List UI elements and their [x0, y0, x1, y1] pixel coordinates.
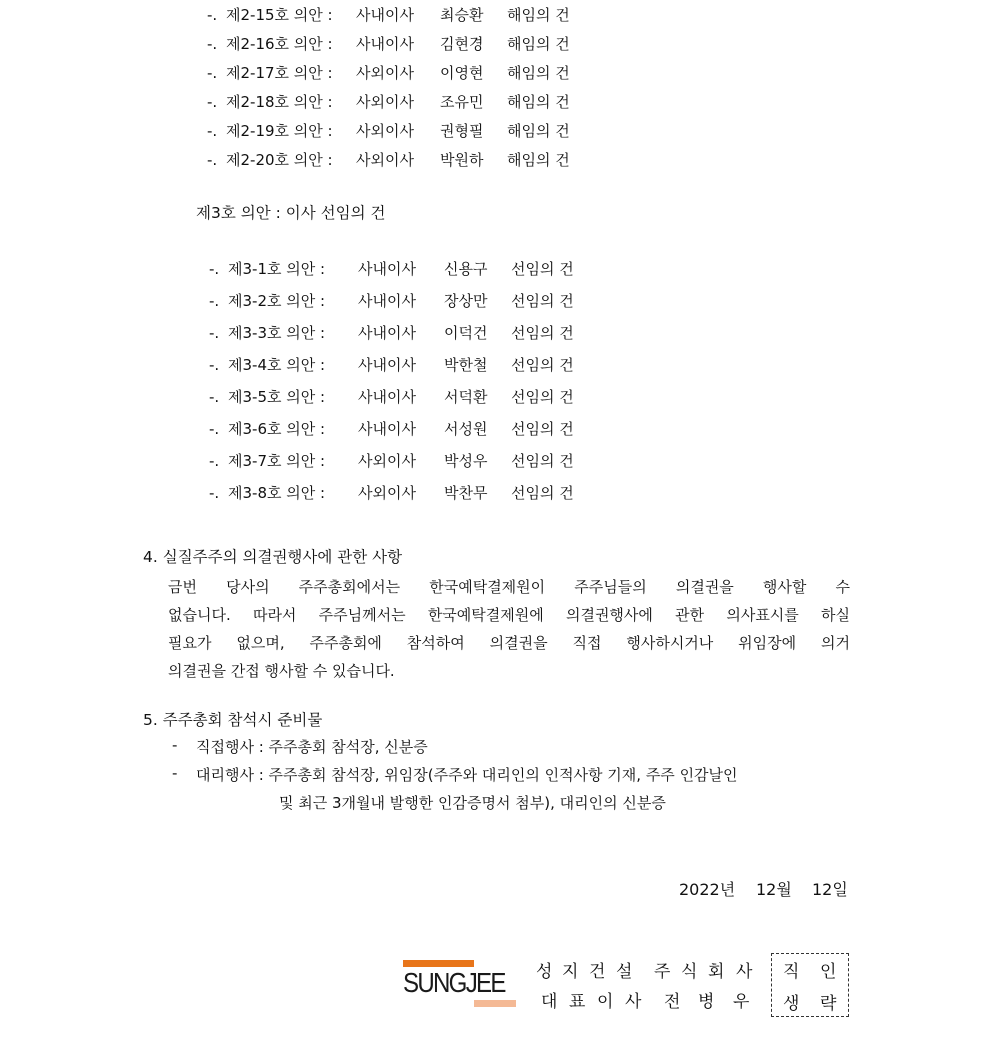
agenda2-item-action: 해임의 건 [507, 64, 570, 82]
company-char: 병 [698, 992, 715, 1012]
agenda2-item-name: 이영현 [440, 64, 484, 82]
agenda2-item-bullet: -. [207, 151, 218, 169]
agenda3-item-bullet: -. [209, 260, 220, 278]
agenda3-item-role: 사내이사 [358, 260, 416, 278]
agenda2-item-name: 최승환 [440, 6, 484, 24]
agenda3-item-action: 선임의 건 [511, 356, 574, 374]
agenda3-item-no: 제3-2호 의안 : [228, 292, 326, 310]
company-char: 이 [597, 992, 614, 1012]
agenda3-item-bullet: -. [209, 324, 220, 342]
company-char: 우 [733, 992, 750, 1012]
agenda2-item-bullet: -. [207, 93, 218, 111]
company-char: 지 [562, 962, 579, 982]
logo-bottom-bar [474, 1000, 516, 1007]
section5-item-1-dash: - [172, 736, 178, 754]
section5-continuation: 및 최근 3개월내 발행한 인감증명서 첨부), 대리인의 신분증 [279, 794, 666, 812]
agenda2-item-bullet: -. [207, 6, 218, 24]
company-char: 사 [736, 962, 753, 982]
agenda2-item-role: 사내이사 [356, 6, 414, 24]
agenda2-item-action: 해임의 건 [507, 35, 570, 53]
agenda3-item-bullet: -. [209, 420, 220, 438]
agenda2-item-no: 제2-15호 의안 : [226, 6, 333, 24]
agenda3-item-no: 제3-6호 의안 : [228, 420, 326, 438]
agenda3-item-role: 사내이사 [358, 356, 416, 374]
agenda2-item-action: 해임의 건 [507, 151, 570, 169]
agenda3-item-no: 제3-8호 의안 : [228, 484, 326, 502]
agenda2-item-bullet: -. [207, 122, 218, 140]
company-char: 성 [536, 962, 553, 982]
agenda2-item-name: 김현경 [440, 35, 484, 53]
agenda3-item-action: 선임의 건 [511, 324, 574, 342]
agenda3-item-name: 서성원 [444, 420, 488, 438]
agenda2-item-action: 해임의 건 [507, 6, 570, 24]
agenda3-title: 제3호 의안 : 이사 선임의 건 [196, 204, 386, 222]
company-char: 대 [541, 992, 558, 1012]
agenda3-item-bullet: -. [209, 452, 220, 470]
section5-item-1: 직접행사 : 주주총회 참석장, 신분증 [196, 738, 428, 756]
agenda3-item-name: 이덕건 [444, 324, 488, 342]
agenda3-item-no: 제3-1호 의안 : [228, 260, 326, 278]
agenda2-item-no: 제2-18호 의안 : [226, 93, 333, 111]
section4-title: 4. 실질주주의 의결권행사에 관한 사항 [143, 548, 403, 566]
section5-item-2-dash: - [172, 764, 178, 782]
agenda3-item-action: 선임의 건 [511, 484, 574, 502]
stamp-char: 인 [820, 962, 837, 982]
agenda3-item-no: 제3-7호 의안 : [228, 452, 326, 470]
agenda3-item-role: 사외이사 [358, 452, 416, 470]
agenda2-item-role: 사외이사 [356, 64, 414, 82]
agenda3-item-name: 장상만 [444, 292, 488, 310]
agenda3-item-name: 신용구 [444, 260, 488, 278]
section5-item-2: 대리행사 : 주주총회 참석장, 위임장(주주와 대리인의 인적사항 기재, 주주 인감날인 [196, 766, 738, 784]
agenda2-item-role: 사외이사 [356, 93, 414, 111]
company-char: 설 [616, 962, 633, 982]
agenda2-item-no: 제2-19호 의안 : [226, 122, 333, 140]
section4-line-1: 금번 당사의 주주총회에서는 한국예탁결제원이 주주님들의 의결권을 행사할 수 [168, 578, 850, 596]
agenda2-item-role: 사내이사 [356, 35, 414, 53]
agenda2-item-no: 제2-16호 의안 : [226, 35, 333, 53]
agenda3-item-action: 선임의 건 [511, 292, 574, 310]
agenda2-item-name: 권형필 [440, 122, 484, 140]
agenda2-item-role: 사외이사 [356, 122, 414, 140]
date-day: 12일 [812, 880, 848, 899]
seal-omitted-box [771, 953, 849, 1017]
company-char: 회 [708, 962, 725, 982]
stamp-char: 생 [783, 994, 800, 1014]
agenda2-item-name: 조유민 [440, 93, 484, 111]
logo-text: SUNGJEE [403, 967, 505, 998]
agenda3-item-bullet: -. [209, 292, 220, 310]
agenda2-item-role: 사외이사 [356, 151, 414, 169]
date-month: 12월 [756, 880, 792, 899]
agenda3-item-bullet: -. [209, 356, 220, 374]
stamp-char: 략 [820, 994, 837, 1014]
agenda3-item-name: 박찬무 [444, 484, 488, 502]
agenda3-item-role: 사내이사 [358, 324, 416, 342]
logo-top-bar [403, 960, 474, 967]
agenda3-item-action: 선임의 건 [511, 420, 574, 438]
agenda3-item-bullet: -. [209, 484, 220, 502]
company-char: 전 [664, 992, 681, 1012]
company-char: 건 [589, 962, 606, 982]
agenda3-item-bullet: -. [209, 388, 220, 406]
agenda3-item-no: 제3-5호 의안 : [228, 388, 326, 406]
section4-line-4: 의결권을 간접 행사할 수 있습니다. [168, 662, 395, 680]
agenda2-item-bullet: -. [207, 64, 218, 82]
agenda3-item-role: 사외이사 [358, 484, 416, 502]
agenda2-item-bullet: -. [207, 35, 218, 53]
agenda2-item-no: 제2-20호 의안 : [226, 151, 333, 169]
agenda2-item-name: 박원하 [440, 151, 484, 169]
date-year: 2022년 [679, 880, 736, 899]
company-char: 식 [681, 962, 698, 982]
section4-line-2: 없습니다. 따라서 주주님께서는 한국예탁결제원에 의결권행사에 관한 의사표시를 하실 [168, 606, 850, 624]
agenda3-item-role: 사내이사 [358, 388, 416, 406]
agenda3-item-no: 제3-3호 의안 : [228, 324, 326, 342]
stamp-char: 직 [783, 962, 800, 982]
agenda3-item-role: 사내이사 [358, 292, 416, 310]
agenda2-item-action: 해임의 건 [507, 93, 570, 111]
agenda3-item-name: 박한철 [444, 356, 488, 374]
company-char: 주 [654, 962, 671, 982]
company-char: 표 [569, 992, 586, 1012]
company-char: 사 [625, 992, 642, 1012]
agenda3-item-action: 선임의 건 [511, 388, 574, 406]
section5-title: 5. 주주총회 참석시 준비물 [143, 711, 323, 729]
section4-line-3: 필요가 없으며, 주주총회에 참석하여 의결권을 직접 행사하시거나 위임장에 의거 [168, 634, 850, 652]
agenda2-item-action: 해임의 건 [507, 122, 570, 140]
sungjee-logo [403, 960, 516, 1008]
agenda3-item-name: 서덕환 [444, 388, 488, 406]
agenda3-item-role: 사내이사 [358, 420, 416, 438]
agenda3-item-name: 박성우 [444, 452, 488, 470]
agenda3-item-action: 선임의 건 [511, 260, 574, 278]
agenda3-item-no: 제3-4호 의안 : [228, 356, 326, 374]
agenda3-item-action: 선임의 건 [511, 452, 574, 470]
agenda2-item-no: 제2-17호 의안 : [226, 64, 333, 82]
